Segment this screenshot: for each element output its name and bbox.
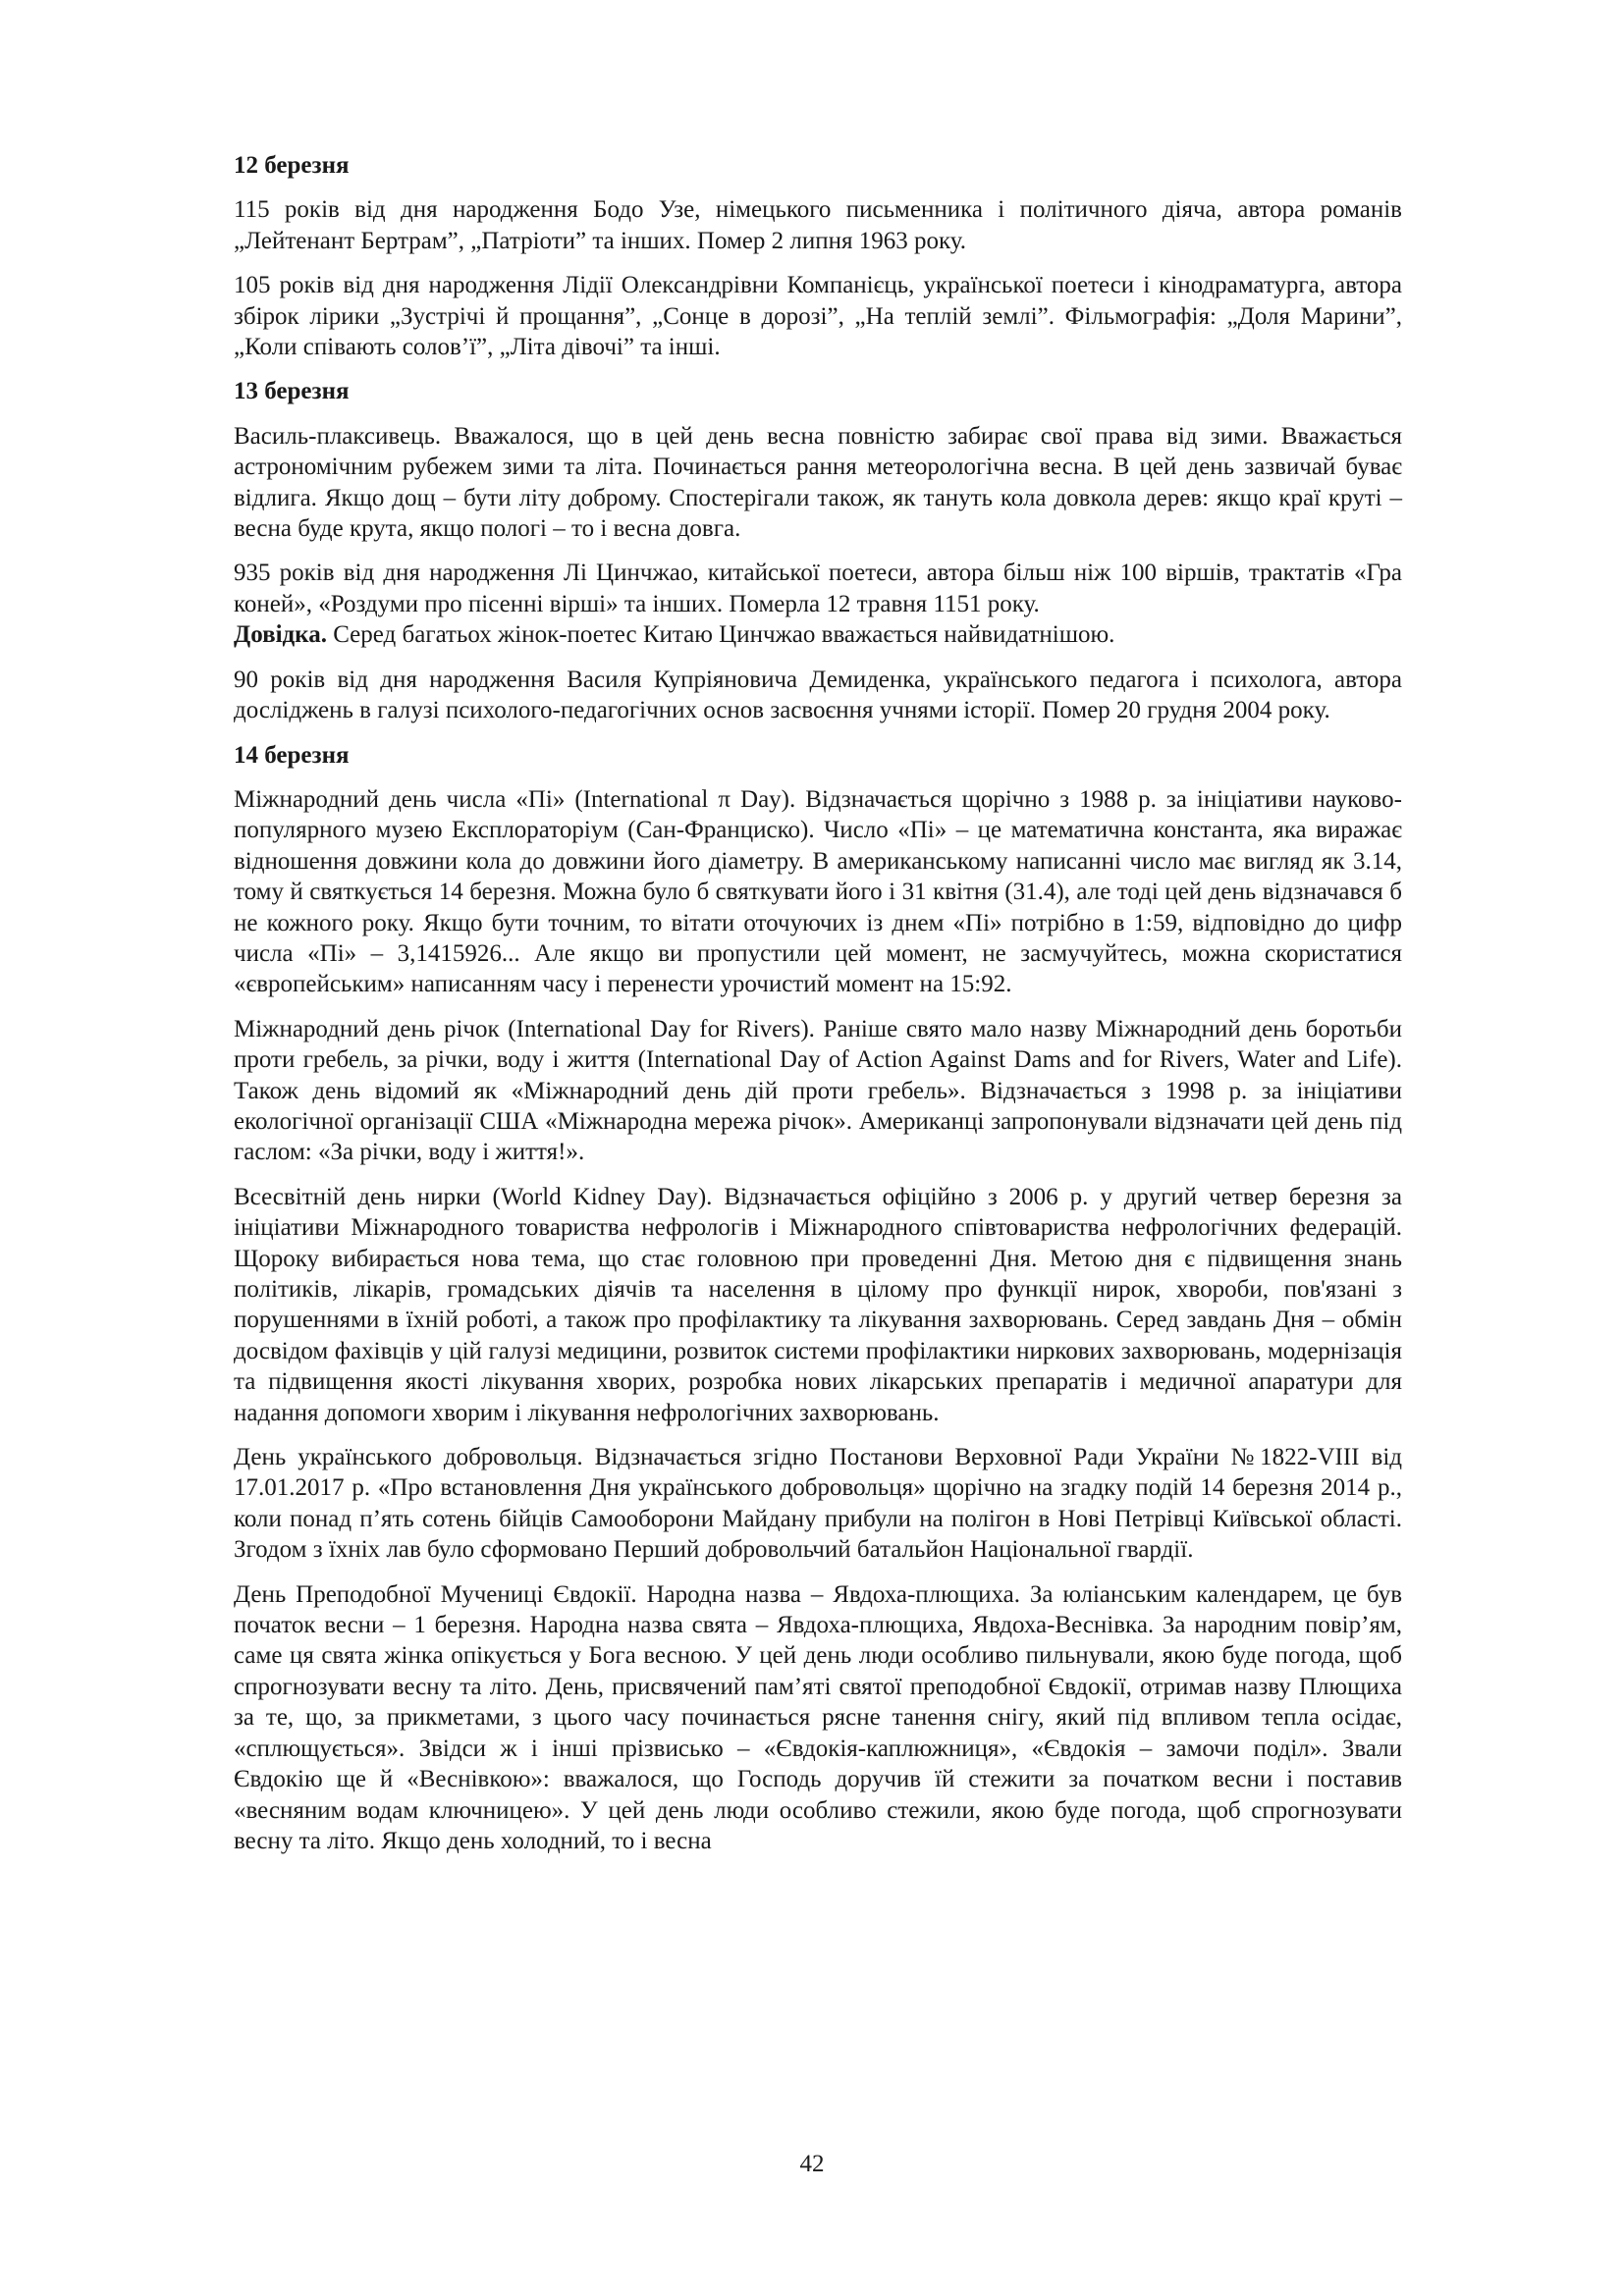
paragraph-vasyl-plaksyvets: Василь-плаксивець. Вважалося, що в цей день весна повністю забирає свої права від зими. Вважається астрономічним рубежем зими та літа. Починається рання метеорологічна весна. В цей день зазвичай буває відлига. Якщо дощ – бути літу доброму. Спостерігали також, як тануть кола довкола дерев: якщо краї круті – весна буде крута, якщо пологі – то і весна довга.	[234, 422, 1402, 543]
note-label: Довідка.	[234, 621, 327, 649]
paragraph-lidia-kompaniiets: 105 років від дня народження Лідії Олександрівни Компанієць, української поетеси і кінодраматурга, автора збірок лірики „Зустрічі й прощання”, „Сонце в дорозі”, „На теплій землі”. Фільмографія: „Доля Марини”, „Коли співають солов’ї”, „Літа дівочі” та інші.	[234, 272, 1402, 361]
page-body	[234, 150, 1402, 1870]
note-text: Серед багатьох жінок-поетес Китаю Цинчжао вважається найвидатнішою.	[326, 621, 1115, 649]
date-heading-march-14: 14 березня	[234, 741, 350, 769]
paragraph-volunteer-day: День українського добровольця. Відзначається згідно Постанови Верховної Ради України №1822-VIII від 17.01.2017 р. «Про встановлення Дня українського добровольця» щорічно на згадку подій 14 березня 2014 р., коли понад п’ять сотень бійців Самооборони Майдану прибули на полігон в Нові Петрівці Київської області. Згодом з їхніх лав було сформовано Перший добровольчий батальйон Національної гвардії.	[234, 1444, 1402, 1564]
date-heading-march-13: 13 березня	[234, 378, 350, 405]
paragraph-pi-day: Міжнародний день числа «Пі» (International π Day). Відзначається щорічно з 1988 р. за ініціативи науково-популярного музею Експлораторіум (Сан-Франциско). Число «Пі» – це математична константа, яка виражає відношення довжини кола до довжини його діаметру. В американському написанні число має вигляд як 3.14, тому й святкується 14 березня. Можна було б святкувати його і 31 квітня (31.4), але тоді цей день відзначався б не кожного року. Якщо бути точним, то вітати оточуючих із днем «Пі» потрібно в 1:59, відповідно до цифр числа «Пі» – 3,1415926... Але якщо ви пропустили цей момент, не засмучуйтесь, можна скористатися «європейським» написанням часу і перенести урочистий момент на 15:92.	[234, 785, 1402, 998]
page-number: 42	[799, 2151, 825, 2177]
paragraph-li-qingzhao	[234, 558, 1402, 650]
paragraph-yevdokia-day: День Преподобної Мучениці Євдокії. Народна назва – Явдоха-плющиха. За юліанським календарем, це був початок весни – 1 березня. Народна назва свята – Явдоха-плющиха, Явдоха-Веснівка. За народним повір’ям, саме ця свята жінка опікується у Бога весною. У цей день люди особливо пильнували, якою буде погода, щоб спрогнозувати весну та літо. День, присвячений пам’яті святої преподобної Євдокії, отримав назву Плющиха за те, що, за прикметами, з цього часу починається рясне танення снігу, який під впливом тепла осідає, «сплющується». Звідси ж і інші прізвисько – «Євдокія-каплюжниця», «Євдокія – замочи поділ». Звали Євдокію ще й «Веснівкою»: вважалося, що Господь доручив їй стежити за початком весни і поставив «весняним водам ключницею». У цей день люди особливо стежили, якою буде погода, щоб спрогнозувати весну та літо. Якщо день холодний, то і весна	[234, 1580, 1402, 1854]
paragraph-rivers-day: Міжнародний день річок (International Day for Rivers). Раніше свято мало назву Міжнародний день боротьби проти гребель, за річки, воду і життя (International Day of Action Against Dams and for Rivers, Water and Life). Також день відомий як «Міжнародний день дій проти гребель». Відзначається з 1998 р. за ініціативи екологічної організації США «Міжнародна мережа річок». Американці запропонували відзначати цей день під гаслом: «За річки, воду і життя!».	[234, 1015, 1402, 1166]
paragraph-vasyl-demydenko: 90 років від дня народження Василя Купріяновича Демиденка, українського педагога і психолога, автора досліджень в галузі психолого-педагогічних основ засвоєння учнями історії. Помер 20 грудня 2004 року.	[234, 666, 1402, 724]
li-qingzhao-text: 935 років від дня народження Лі Цинчжао, китайської поетеси, автора більш ніж 100 віршів, трактатів «Гра коней», «Роздуми про пісенні вірші» та інших. Померла 12 травня 1151 року.	[234, 560, 1402, 617]
paragraph-bodo-uze: 115 років від дня народження Бодо Узе, німецького письменника і політичного діяча, автора романів „Лейтенант Бертрам”, „Патріоти” та інших. Помер 2 липня 1963 року.	[234, 196, 1402, 254]
paragraph-kidney-day: Всесвітній день нирки (World Kidney Day). Відзначається офіційно з 2006 р. у другий четвер березня за ініціативи Міжнародного товариства нефрологів і Міжнародного співтовариства нефрологічних федерацій. Щороку вибирається нова тема, що стає головною при проведенні Дня. Метою дня є підвищення знань політиків, лікарів, громадських діячів та населення в цілому про функції нирок, хвороби, пов'язані з порушеннями в їхній роботі, а також про профілактику та лікування захворювань. Серед завдань Дня – обмін досвідом фахівців у цій галузі медицини, розвиток системи профілактики ниркових захворювань, модернізація та підвищення якості лікування хворих, розробка нових лікарських препаратів і медичної апаратури для надання допомоги хворим і лікування нефрологічних захворювань.	[234, 1183, 1402, 1426]
date-heading-march-12: 12 березня	[234, 152, 350, 179]
